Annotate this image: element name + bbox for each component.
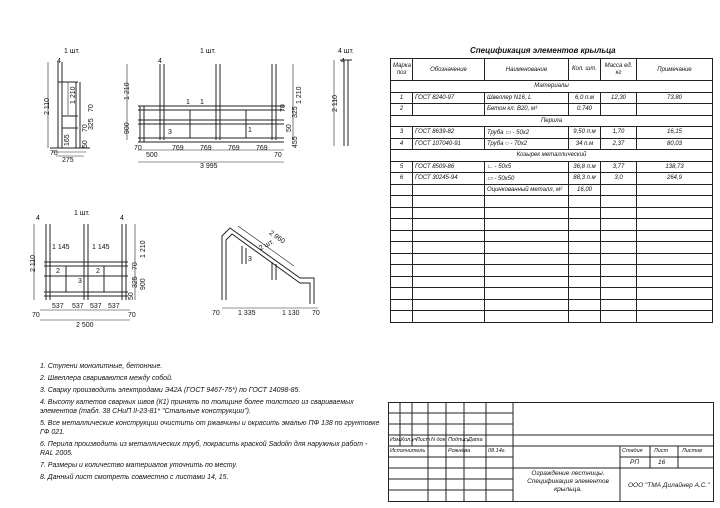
cell-note (637, 184, 713, 196)
stamp-header: Дата (468, 437, 483, 443)
view-side-right-qty: 4 шт. (338, 48, 354, 55)
empty-row (391, 219, 713, 231)
dim: 2 (96, 268, 100, 275)
empty-row (391, 311, 713, 323)
dim: 1 130 (282, 310, 300, 317)
cell-mass: 3,0 (601, 173, 637, 185)
dim: 500 (146, 152, 158, 159)
stamp-date: 08.14г. (488, 448, 507, 454)
note-item: 2. Швеллера свариваются между собой. (40, 375, 173, 382)
dim: 1 210 (70, 86, 77, 104)
empty-row (391, 196, 713, 208)
cell-mass (601, 184, 637, 196)
dim: 455 (292, 136, 299, 148)
section-title: Материалы (391, 81, 713, 93)
stamp-header: Кол.уч (401, 437, 418, 443)
cell-mass (601, 104, 637, 116)
stamp-sheet-label: Лист (654, 448, 669, 454)
dim: 70 (132, 262, 139, 270)
dim: 1 (200, 99, 204, 106)
cell-pos: 4 (391, 138, 413, 150)
dim: 4 (57, 58, 61, 65)
dim: 900 (124, 122, 131, 134)
dim: 1 210 (140, 240, 147, 258)
cell-code: ГОСТ 30245-94 (413, 173, 485, 185)
cell-name: ∟ - 50х5 (485, 161, 569, 173)
cell-code: ГОСТ 8639-82 (413, 127, 485, 139)
empty-row (391, 230, 713, 242)
dim: 537 (52, 303, 64, 310)
dim: 4 (36, 215, 40, 222)
cell-note: 138,73 (637, 161, 713, 173)
note-item: 3. Сварку производить электродами Э42А (ГОСТ 9467-75*) по ГОСТ 14098-85. (40, 387, 301, 394)
cell-qty: 88,3 п.м (569, 173, 601, 185)
cell-qty: 9,50 п.м (569, 127, 601, 139)
dim: 900 (140, 278, 147, 290)
cell-mass: 1,70 (601, 127, 637, 139)
title-block (388, 402, 714, 502)
dim: 3 995 (200, 163, 218, 170)
general-notes (40, 362, 380, 485)
view-lower-left-qty: 1 шт. (74, 210, 90, 217)
cell-pos: 1 (391, 92, 413, 104)
stamp-sheets-label: Листов (682, 448, 703, 454)
spec-header-row (391, 59, 713, 81)
note-item: 7. Размеры и количество материалов уточнить по месту. (40, 462, 238, 469)
table-row (391, 138, 713, 150)
stamp-stage-label: Стадия (622, 448, 643, 454)
col-header: Примечание (637, 59, 713, 81)
col-header: Марка поз (391, 59, 413, 81)
cell-name: ▭ - 50х50 (485, 173, 569, 185)
stamp-header: Лист (416, 437, 431, 443)
note-item: 1. Ступени монолитные, бетонные. (40, 363, 163, 370)
dim: 3 (168, 129, 172, 136)
dim: 2 500 (76, 322, 94, 329)
spec-table (390, 58, 713, 323)
col-header: Масса ед. кг (601, 59, 637, 81)
view-rail-qty: 2 шт. (258, 238, 276, 253)
dim: 50 (128, 292, 135, 300)
cell-pos: 5 (391, 161, 413, 173)
cell-code: ГОСТ 107040-91 (413, 138, 485, 150)
cell-pos: 3 (391, 127, 413, 139)
cell-code: ГОСТ 8509-86 (413, 161, 485, 173)
empty-row (391, 253, 713, 265)
dim: 275 (62, 157, 74, 164)
dim: 70 (128, 312, 136, 319)
note-item: 6. Перила производить из металлических труб, покрасить краской Sadolin для наружных работ - RAL 2005. (40, 441, 368, 457)
cell-note: 264,9 (637, 173, 713, 185)
cell-name: Бетон кл. В20, м³ (485, 104, 569, 116)
stamp-header: Подпись (448, 437, 470, 443)
cell-qty: 34 п.м (569, 138, 601, 150)
dim: 4 (158, 58, 162, 65)
stamp-sheet: 16 (658, 459, 666, 466)
dim: 2 110 (30, 255, 37, 272)
dim: 537 (108, 303, 120, 310)
cell-note: 80,03 (637, 138, 713, 150)
dim: 50 (82, 140, 89, 148)
dim: 2 (56, 268, 60, 275)
cell-mass: 3,77 (601, 161, 637, 173)
col-header: Наименование (485, 59, 569, 81)
dim: 70 (312, 310, 320, 317)
cell-note: 73,80 (637, 92, 713, 104)
dim: 70 (274, 152, 282, 159)
cell-mass: 2,37 (601, 138, 637, 150)
cell-code (413, 184, 485, 196)
dim: 325 (132, 276, 139, 288)
cell-note (637, 104, 713, 116)
table-row (391, 161, 713, 173)
dim: 1 145 (52, 244, 70, 251)
dim: 1 210 (296, 86, 303, 104)
cell-pos: 6 (391, 173, 413, 185)
dim: 70 (50, 150, 58, 157)
table-row (391, 184, 713, 196)
stamp-signer: Рожнёва (448, 448, 471, 454)
dim: 537 (72, 303, 84, 310)
dim: 3 (248, 256, 252, 263)
dim: 769 (256, 145, 268, 152)
cell-qty: 36,8 п.м (569, 161, 601, 173)
dim: 70 (212, 310, 220, 317)
note-item: 5. Все металлические конструкции очистить от ржавчины и окрасить эмалью ПФ 138 по грунтовке ГФ 021. (40, 420, 380, 436)
dim: 769 (200, 145, 212, 152)
dim: 1 (186, 99, 190, 106)
cell-qty: 0,740 (569, 104, 601, 116)
dim: 1 145 (92, 244, 110, 251)
dim: 50 (286, 124, 293, 132)
dim: 4 (120, 215, 124, 222)
col-header: Обозначение (413, 59, 485, 81)
dim: 70 (82, 124, 89, 132)
view-front-qty: 1 шт. (200, 48, 216, 55)
spec-title: Спецификация элементов крыльца (470, 46, 616, 55)
dim: 1 210 (124, 82, 131, 100)
section-title: Козырек металлический (391, 150, 713, 162)
note-item: 4. Высоту катетов сварных швов (К1) принять по толщине более толстого из свариваемых элементов (табл. 38 СНиП II-23-81* "Стальные конструкции"). (40, 399, 354, 415)
dim: 2 960 (267, 229, 286, 246)
dim: 537 (90, 303, 102, 310)
cell-qty: 16,00 (569, 184, 601, 196)
table-row (391, 173, 713, 185)
dim: 769 (172, 145, 184, 152)
cell-code (413, 104, 485, 116)
dim: 165 (64, 134, 71, 146)
dim: 1 335 (238, 310, 256, 317)
table-row (391, 92, 713, 104)
cell-mass: 12,30 (601, 92, 637, 104)
table-row (391, 127, 713, 139)
dim: 3 (78, 278, 82, 285)
cell-name: Швеллер N16, L (485, 92, 569, 104)
dim: 70 (134, 145, 142, 152)
note-item: 8. Данный лист смотреть совместно с листами 14, 15. (40, 474, 229, 481)
dim: 4 (341, 58, 345, 65)
dim: 325 (88, 118, 95, 130)
dim: 769 (228, 145, 240, 152)
stamp-header: Изм. (390, 437, 402, 443)
dim: 2 110 (44, 98, 51, 115)
cell-name: Оцинкованный металл, м² (485, 184, 569, 196)
cell-qty: 6,0 п.м (569, 92, 601, 104)
cell-pos (391, 184, 413, 196)
empty-row (391, 288, 713, 300)
cell-code: ГОСТ 8240-97 (413, 92, 485, 104)
dim: 70 (88, 104, 95, 112)
empty-row (391, 265, 713, 277)
dim: 70 (32, 312, 40, 319)
stamp-title: Ограждение лестницы. Спецификация элементов крыльца. (527, 470, 609, 493)
stamp-stage: РП (630, 459, 640, 466)
cell-pos: 2 (391, 104, 413, 116)
cell-note: 16,15 (637, 127, 713, 139)
table-row (391, 104, 713, 116)
col-header: Кол. шт. (569, 59, 601, 81)
stamp-role: Исполнитель (390, 448, 426, 454)
dim: 325 (292, 106, 299, 118)
stamp-company: ООО "ТМА Дилайнер А.С." (628, 482, 710, 489)
dim: 1 (248, 127, 252, 134)
section-title: Перила (391, 115, 713, 127)
stamp-header: N док. (431, 437, 447, 443)
cell-name: Труба ▭ - 50х2 (485, 127, 569, 139)
view-side-left-qty: 1 шт. (64, 48, 80, 55)
empty-row (391, 276, 713, 288)
empty-row (391, 242, 713, 254)
cell-name: Труба ○ - 70х2 (485, 138, 569, 150)
empty-row (391, 207, 713, 219)
dim: 2 110 (332, 95, 339, 112)
dim: 70 (280, 104, 287, 112)
empty-row (391, 299, 713, 311)
